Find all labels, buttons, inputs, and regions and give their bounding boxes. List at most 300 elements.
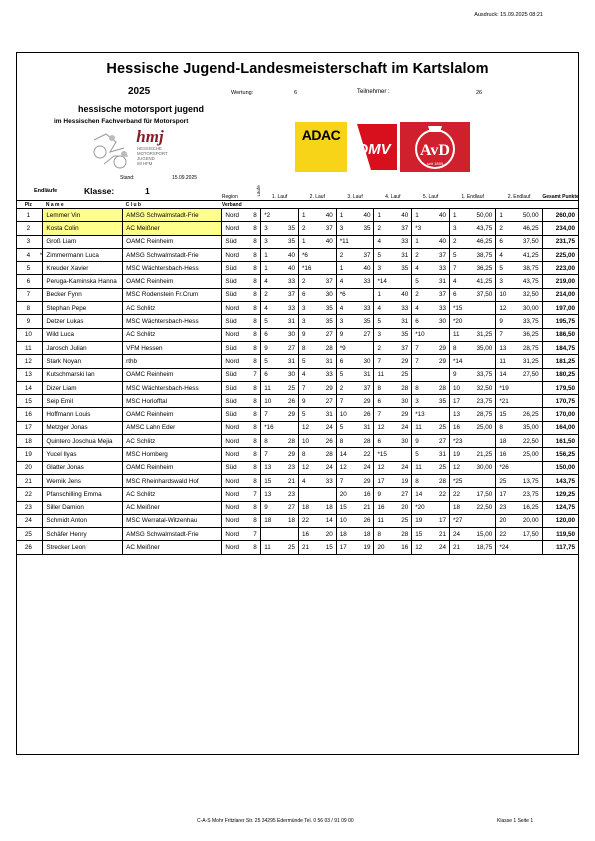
l3-points-cell: 16 — [356, 488, 374, 501]
e1-points-cell: 15,00 — [469, 528, 496, 541]
l3-points-cell: 37 — [356, 381, 374, 394]
l4-points-cell — [393, 275, 411, 288]
total-points-cell: 179,50 — [542, 381, 579, 394]
l5-place-cell: 14 — [412, 488, 431, 501]
l2-place-cell: *6 — [298, 248, 317, 261]
total-points-cell: 156,25 — [542, 448, 579, 461]
total-points-cell: 186,50 — [542, 328, 579, 341]
region-cell: Nord — [222, 355, 250, 368]
total-points-cell: 225,00 — [542, 248, 579, 261]
l5-points-cell — [431, 501, 449, 514]
e1-points-cell: 38,75 — [469, 248, 496, 261]
l4-points-cell: 37 — [393, 222, 411, 235]
l2-points-cell: 40 — [318, 209, 336, 222]
name-cell: Metzger Jonas — [43, 421, 123, 434]
l2-points-cell: 40 — [318, 235, 336, 248]
l2-place-cell: 2 — [298, 275, 317, 288]
e1-points-cell: 36,25 — [469, 262, 496, 275]
l1-place-cell: 15 — [261, 474, 280, 487]
l4-points-cell: 19 — [393, 474, 411, 487]
season-year: 2025 — [128, 86, 151, 97]
runs-cell: 8 — [250, 514, 261, 527]
table-row — [17, 341, 579, 354]
e1-place-cell: 8 — [449, 341, 468, 354]
e2-points-cell: 20,00 — [515, 514, 542, 527]
name-cell: Seip Emil — [43, 395, 123, 408]
place-cell: 3 — [17, 235, 40, 248]
l5-points-cell: 29 — [431, 341, 449, 354]
runs-cell: 8 — [250, 421, 261, 434]
total-points-cell: 184,75 — [542, 341, 579, 354]
l4-points-cell: 29 — [393, 408, 411, 421]
col-club: C l u b — [123, 201, 222, 209]
adac-logo — [295, 122, 347, 172]
l3-points-cell: 27 — [356, 328, 374, 341]
l4-place-cell: 9 — [374, 488, 393, 501]
e2-points-cell: 23,75 — [515, 488, 542, 501]
l4-points-cell — [393, 448, 411, 461]
l5-points-cell: 28 — [431, 381, 449, 394]
l5-place-cell: *13 — [412, 408, 431, 421]
total-points-cell: 170,00 — [542, 408, 579, 421]
l3-place-cell: 14 — [336, 448, 355, 461]
col-endlauf1: 1. Endlauf — [461, 194, 484, 200]
e1-points-cell: 43,75 — [469, 222, 496, 235]
l3-points-cell — [356, 288, 374, 301]
l3-place-cell: 10 — [336, 514, 355, 527]
region-cell: Nord — [222, 209, 250, 222]
l4-points-cell: 40 — [393, 209, 411, 222]
region-cell: Nord — [222, 514, 250, 527]
runs-cell: 8 — [250, 302, 261, 315]
total-points-cell: 214,00 — [542, 288, 579, 301]
e1-points-cell — [469, 514, 496, 527]
l5-place-cell: *20 — [412, 501, 431, 514]
club-cell: OAMC Reinheim — [123, 275, 222, 288]
total-points-cell: 161,50 — [542, 435, 579, 448]
l1-place-cell: 5 — [261, 355, 280, 368]
runs-cell: 8 — [250, 381, 261, 394]
table-row — [17, 262, 579, 275]
runs-cell: 8 — [250, 235, 261, 248]
l2-points-cell: 33 — [318, 368, 336, 381]
e2-points-cell: 28,75 — [515, 341, 542, 354]
club-cell: AC Schlitz — [123, 435, 222, 448]
l2-place-cell: 21 — [298, 541, 317, 554]
l2-points-cell: 31 — [318, 408, 336, 421]
table-row — [17, 448, 579, 461]
region-cell: Nord — [222, 541, 250, 554]
hmj-sub-0: HESSISCHE — [137, 146, 162, 151]
club-cell: AC Meißner — [123, 501, 222, 514]
l5-points-cell: 37 — [431, 288, 449, 301]
l5-points-cell: 31 — [431, 275, 449, 288]
e1-place-cell: 2 — [449, 235, 468, 248]
dmv-logo — [349, 122, 399, 172]
l5-points-cell: 21 — [431, 528, 449, 541]
hmj-logo — [90, 126, 190, 174]
e1-place-cell: 10 — [449, 381, 468, 394]
l4-place-cell: 6 — [374, 395, 393, 408]
l3-points-cell: 31 — [356, 421, 374, 434]
klasse-value: 1 — [145, 186, 150, 196]
l2-place-cell: 5 — [298, 355, 317, 368]
l5-place-cell: 3 — [412, 395, 431, 408]
l5-points-cell: 35 — [431, 395, 449, 408]
e1-place-cell: 6 — [449, 288, 468, 301]
l1-points-cell — [280, 421, 298, 434]
col-lauf2: 2. Lauf — [309, 194, 325, 200]
e2-place-cell: 5 — [496, 262, 515, 275]
e1-place-cell: 11 — [449, 328, 468, 341]
l3-place-cell: 3 — [336, 222, 355, 235]
l4-points-cell: 33 — [393, 235, 411, 248]
wertung-label: Wertung: — [231, 90, 254, 96]
l3-points-cell: 30 — [356, 355, 374, 368]
runs-cell: 8 — [250, 341, 261, 354]
place-cell: 19 — [17, 448, 40, 461]
l2-points-cell: 37 — [318, 222, 336, 235]
e1-points-cell — [469, 315, 496, 328]
l2-points-cell: 15 — [318, 541, 336, 554]
l5-points-cell: 27 — [431, 435, 449, 448]
l3-points-cell: 33 — [356, 275, 374, 288]
e2-place-cell: 12 — [496, 302, 515, 315]
l3-place-cell: 3 — [336, 315, 355, 328]
place-cell: 17 — [17, 421, 40, 434]
l1-points-cell: 25 — [280, 541, 298, 554]
l1-points-cell: 40 — [280, 248, 298, 261]
l4-place-cell: 16 — [374, 501, 393, 514]
l5-place-cell: 15 — [412, 528, 431, 541]
l3-points-cell — [356, 341, 374, 354]
name-cell: Glatter Jonas — [43, 461, 123, 474]
l1-points-cell: 21 — [280, 474, 298, 487]
l4-points-cell: 27 — [393, 488, 411, 501]
l1-place-cell: 9 — [261, 501, 280, 514]
l3-place-cell: 4 — [336, 302, 355, 315]
region-cell: Nord — [222, 421, 250, 434]
e2-place-cell: 9 — [496, 315, 515, 328]
total-points-cell: 195,75 — [542, 315, 579, 328]
region-cell: Nord — [222, 248, 250, 261]
table-row — [17, 288, 579, 301]
name-cell: Zimmermann Luca — [43, 248, 123, 261]
l5-points-cell: 29 — [431, 355, 449, 368]
l3-place-cell: 9 — [336, 328, 355, 341]
l2-place-cell: 3 — [298, 302, 317, 315]
l3-place-cell: 15 — [336, 501, 355, 514]
klasse-label: Klasse: — [84, 186, 115, 196]
e2-points-cell: 50,00 — [515, 209, 542, 222]
l4-points-cell: 24 — [393, 461, 411, 474]
l2-points-cell: 29 — [318, 381, 336, 394]
e2-points-cell: 38,75 — [515, 262, 542, 275]
place-cell: 20 — [17, 461, 40, 474]
total-points-cell: 164,00 — [542, 421, 579, 434]
l5-points-cell: 30 — [431, 315, 449, 328]
e2-place-cell: 1 — [496, 209, 515, 222]
e1-place-cell: 16 — [449, 421, 468, 434]
place-cell: 24 — [17, 514, 40, 527]
runs-cell: 8 — [250, 315, 261, 328]
e2-place-cell: 15 — [496, 408, 515, 421]
print-date: Ausdruck: 15.09.2025 08:21 — [474, 12, 543, 18]
adac-logo-text: ADAC — [301, 127, 341, 143]
region-cell: Süd — [222, 395, 250, 408]
place-cell: 7 — [17, 288, 40, 301]
l2-points-cell: 27 — [318, 328, 336, 341]
l1-points-cell: 27 — [280, 501, 298, 514]
e1-points-cell: 18,75 — [469, 541, 496, 554]
region-cell: Nord — [222, 474, 250, 487]
l4-place-cell: 7 — [374, 355, 393, 368]
l1-points-cell: 31 — [280, 315, 298, 328]
place-cell: 18 — [17, 435, 40, 448]
l2-place-cell: *16 — [298, 262, 317, 275]
l2-points-cell: 33 — [318, 474, 336, 487]
table-row — [17, 514, 579, 527]
l5-place-cell: 4 — [412, 302, 431, 315]
club-cell: AMSG Schwalmstadt-Frie — [123, 528, 222, 541]
l1-place-cell: 8 — [261, 435, 280, 448]
l5-place-cell: 4 — [412, 262, 431, 275]
l2-place-cell: 7 — [298, 381, 317, 394]
l4-points-cell: 30 — [393, 435, 411, 448]
e1-place-cell: 21 — [449, 541, 468, 554]
col-laeufe: Läufe — [255, 184, 261, 197]
e1-points-cell — [469, 435, 496, 448]
l5-place-cell: 5 — [412, 275, 431, 288]
l2-place-cell: 4 — [298, 368, 317, 381]
name-cell: Kosta Colin — [43, 222, 123, 235]
table-row — [17, 488, 579, 501]
l3-points-cell: 24 — [356, 461, 374, 474]
e1-place-cell: 24 — [449, 528, 468, 541]
e2-points-cell: 25,00 — [515, 448, 542, 461]
l2-points-cell: 31 — [318, 355, 336, 368]
total-points-cell: 119,50 — [542, 528, 579, 541]
e1-place-cell: *14 — [449, 355, 468, 368]
l3-place-cell: 7 — [336, 395, 355, 408]
l3-place-cell: 20 — [336, 488, 355, 501]
l3-points-cell: 40 — [356, 262, 374, 275]
l1-place-cell: 9 — [261, 341, 280, 354]
e1-points-cell: 21,25 — [469, 448, 496, 461]
e1-points-cell: 37,50 — [469, 288, 496, 301]
place-cell: 21 — [17, 474, 40, 487]
l1-place-cell: 1 — [261, 248, 280, 261]
e1-place-cell: 22 — [449, 488, 468, 501]
l2-place-cell: 3 — [298, 315, 317, 328]
l4-place-cell: 5 — [374, 315, 393, 328]
e1-points-cell: 23,75 — [469, 395, 496, 408]
e1-points-cell — [469, 474, 496, 487]
l1-points-cell: 30 — [280, 368, 298, 381]
l5-points-cell: 37 — [431, 248, 449, 261]
l1-place-cell: 4 — [261, 275, 280, 288]
l5-place-cell: 5 — [412, 448, 431, 461]
e1-place-cell: *23 — [449, 435, 468, 448]
hmj-sub-3: IM HFM — [137, 161, 153, 166]
table-row — [17, 315, 579, 328]
l5-place-cell: 2 — [412, 248, 431, 261]
l3-points-cell: 29 — [356, 474, 374, 487]
l1-points-cell: 35 — [280, 222, 298, 235]
e1-place-cell: 5 — [449, 248, 468, 261]
l4-place-cell: *14 — [374, 275, 393, 288]
e1-place-cell: *25 — [449, 474, 468, 487]
runs-cell: 8 — [250, 355, 261, 368]
l5-points-cell: 31 — [431, 448, 449, 461]
runs-cell: 8 — [250, 541, 261, 554]
l1-points-cell: 33 — [280, 275, 298, 288]
place-cell: 15 — [17, 395, 40, 408]
l3-place-cell: 2 — [336, 248, 355, 261]
e2-points-cell — [515, 541, 542, 554]
l4-points-cell: 31 — [393, 315, 411, 328]
l4-place-cell: 3 — [374, 262, 393, 275]
l4-points-cell: 25 — [393, 514, 411, 527]
l4-place-cell: 17 — [374, 474, 393, 487]
e1-points-cell: 35,00 — [469, 341, 496, 354]
table-row — [17, 275, 579, 288]
l3-points-cell: 26 — [356, 408, 374, 421]
place-cell: 16 — [17, 408, 40, 421]
e1-place-cell: 1 — [449, 209, 468, 222]
l2-points-cell: 18 — [318, 501, 336, 514]
stand-label: Stand: — [120, 175, 135, 181]
l4-points-cell: 35 — [393, 262, 411, 275]
l4-place-cell: 11 — [374, 514, 393, 527]
total-points-cell: 223,00 — [542, 262, 579, 275]
name-cell: Kreuder Xavier — [43, 262, 123, 275]
e2-place-cell: *24 — [496, 541, 515, 554]
col-verband: Verband — [222, 201, 250, 209]
e2-place-cell: *19 — [496, 381, 515, 394]
l5-points-cell: 40 — [431, 235, 449, 248]
l4-place-cell: 2 — [374, 222, 393, 235]
l3-points-cell: 19 — [356, 541, 374, 554]
l5-place-cell: 7 — [412, 341, 431, 354]
l4-place-cell: 8 — [374, 528, 393, 541]
e1-points-cell: 22,50 — [469, 501, 496, 514]
l2-place-cell: 5 — [298, 408, 317, 421]
l2-place-cell: 8 — [298, 448, 317, 461]
total-points-cell: 219,00 — [542, 275, 579, 288]
table-row — [17, 368, 579, 381]
l2-points-cell: 35 — [318, 315, 336, 328]
col-endlauf2: 2. Endlauf — [507, 194, 531, 200]
region-cell: Süd — [222, 381, 250, 394]
l5-points-cell: 28 — [431, 474, 449, 487]
e1-points-cell: 31,25 — [469, 328, 496, 341]
place-cell: 12 — [17, 355, 40, 368]
l1-place-cell: 6 — [261, 368, 280, 381]
e1-place-cell: 3 — [449, 222, 468, 235]
l3-place-cell: 1 — [336, 262, 355, 275]
total-points-cell: 260,00 — [542, 209, 579, 222]
e2-place-cell: 22 — [496, 528, 515, 541]
table-row — [17, 328, 579, 341]
e1-points-cell: 50,00 — [469, 209, 496, 222]
e2-points-cell: 36,25 — [515, 328, 542, 341]
place-cell: 13 — [17, 368, 40, 381]
e1-place-cell: 9 — [449, 368, 468, 381]
place-cell: 5 — [17, 262, 40, 275]
club-cell: OAMC Reinheim — [123, 368, 222, 381]
l3-place-cell: 2 — [336, 381, 355, 394]
e1-place-cell: *15 — [449, 302, 468, 315]
l3-place-cell: 4 — [336, 275, 355, 288]
l3-place-cell: 5 — [336, 421, 355, 434]
l3-points-cell: 21 — [356, 501, 374, 514]
e2-points-cell: 13,75 — [515, 474, 542, 487]
l4-place-cell: 12 — [374, 461, 393, 474]
l3-place-cell: 5 — [336, 368, 355, 381]
table-row — [17, 461, 579, 474]
region-cell: Nord — [222, 528, 250, 541]
name-cell: Wernik Jens — [43, 474, 123, 487]
name-cell: Siller Damion — [43, 501, 123, 514]
l4-points-cell: 33 — [393, 302, 411, 315]
e2-points-cell: 46,25 — [515, 222, 542, 235]
e1-points-cell — [469, 355, 496, 368]
e2-place-cell: *21 — [496, 395, 515, 408]
l2-points-cell: 27 — [318, 395, 336, 408]
e2-place-cell: 20 — [496, 514, 515, 527]
l5-place-cell: 1 — [412, 209, 431, 222]
l1-place-cell: 13 — [261, 488, 280, 501]
footer-page-info: Klasse 1 Seite 1 — [497, 818, 534, 824]
e2-place-cell: 3 — [496, 275, 515, 288]
e2-points-cell: 43,75 — [515, 275, 542, 288]
club-cell: rthb — [123, 355, 222, 368]
col-lauf5: 5. Lauf — [422, 194, 439, 200]
l4-points-cell: 16 — [393, 541, 411, 554]
region-cell: Nord — [222, 302, 250, 315]
runs-cell: 7 — [250, 528, 261, 541]
l2-place-cell: 12 — [298, 421, 317, 434]
l4-place-cell: 4 — [374, 302, 393, 315]
runs-cell: 8 — [250, 209, 261, 222]
teilnehmer-value: 26 — [476, 90, 483, 96]
club-cell: MSC Rodenstein Fr.Crum — [123, 288, 222, 301]
total-points-cell: 170,75 — [542, 395, 579, 408]
runs-cell: 8 — [250, 248, 261, 261]
region-cell: Nord — [222, 435, 250, 448]
l3-place-cell: 6 — [336, 355, 355, 368]
l5-place-cell: 8 — [412, 381, 431, 394]
e1-place-cell: 13 — [449, 408, 468, 421]
name-cell: Schmidt Anton — [43, 514, 123, 527]
l5-points-cell — [431, 368, 449, 381]
l3-points-cell: 18 — [356, 528, 374, 541]
l5-place-cell: 19 — [412, 514, 431, 527]
l1-points-cell: 26 — [280, 395, 298, 408]
footer-address: C-A-S Mohr Fritzlarer Str. 25 34295 Edermünde Tel. 0 56 03 / 91 09 00 — [197, 818, 354, 824]
col-lauf1: 1. Lauf — [271, 194, 288, 200]
l5-place-cell: 11 — [412, 461, 431, 474]
total-points-cell: 124,75 — [542, 501, 579, 514]
e1-points-cell: 46,25 — [469, 235, 496, 248]
region-cell: Nord — [222, 328, 250, 341]
region-cell: Süd — [222, 235, 250, 248]
l2-points-cell: 30 — [318, 288, 336, 301]
l1-place-cell — [261, 528, 280, 541]
l1-points-cell — [280, 528, 298, 541]
l5-points-cell — [431, 328, 449, 341]
